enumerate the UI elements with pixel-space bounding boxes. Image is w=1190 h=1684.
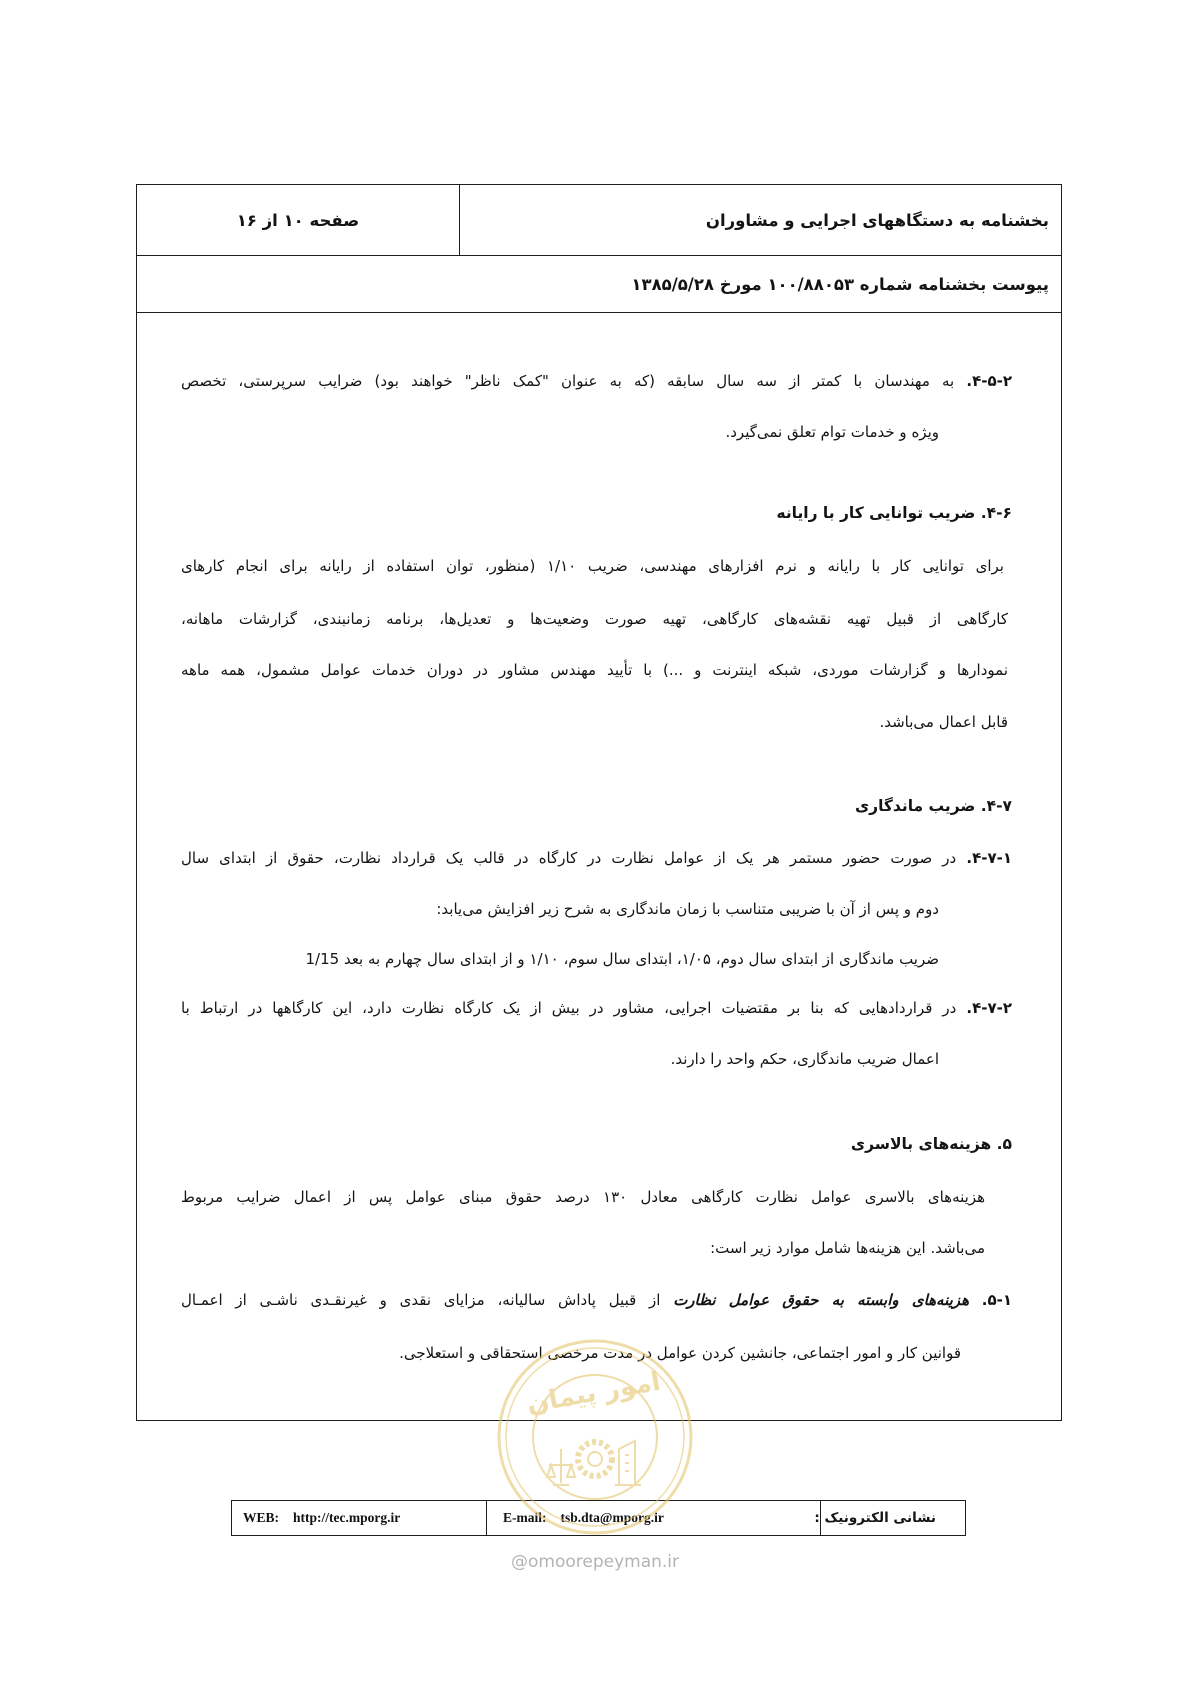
- section-4-5-2-line-2: ویژه و خدمات توام تعلق نمی‌گیرد.: [725, 423, 939, 441]
- section-5-1-line-1: [181, 1284, 1012, 1316]
- section-5-heading: ۵. هزینه‌های بالاسری: [850, 1135, 1012, 1153]
- section-4-6-heading: ۴-۶. ضریب توانایی کار با رایانه: [776, 504, 1012, 522]
- attachment-reference: پیوست بخشنامه شماره ۱۰۰/۸۸۰۵۳ مورخ ۱۳۸۵/۵/۲۸: [631, 274, 1049, 294]
- circular-title: بخشنامه به دستگاههای اجرایی و مشاوران: [705, 210, 1049, 230]
- section-4-6-line-2: کارگاهی از قبیل تهیه نقشه‌های کارگاهی، تهیه صورت وضعیت‌ها و تعدیل‌ها، برنامه زمانبندی، گزارشات ماهانه،: [181, 610, 1008, 628]
- watermark-text: @omoorepeyman.ir: [510, 1552, 680, 1572]
- electronic-address-label: نشانی الکترونیک :: [814, 1510, 936, 1526]
- section-4-5-2-number: ۴-۵-۲.: [966, 372, 1012, 390]
- section-4-6-line-1: برای توانایی کار با رایانه و نرم افزارهای مهندسی، ضریب ۱/۱۰ (منظور، توان استفاده از رایانه برای انجام کارهای: [181, 557, 1004, 575]
- section-4-6-line-3: نمودارها و گزارشات موردی، شبکه اینترنت و ...) با تأیید مهندس مشاور در دوران خدمات عوامل مشمول، همه ماهه: [181, 661, 1008, 679]
- section-4-7-1-text: در صورت حضور مستمر هر یک از عوامل نظارت در کارگاه در قالب یک قرارداد نظارت، حقوق از ابتدای سال: [181, 849, 957, 867]
- email-address: tsb.dta@mporg.ir: [560, 1510, 664, 1525]
- email-label: E-mail:: [503, 1510, 547, 1525]
- page-number-cell: [137, 185, 460, 255]
- section-4-7-2-number: ۴-۷-۲.: [966, 999, 1012, 1017]
- circular-title-cell: [460, 185, 1061, 255]
- section-5-1-text: از قبیل پاداش سالیانه، مزایای نقدی و غیرنقـدی ناشـی از اعمـال: [181, 1291, 661, 1309]
- section-5-line-2: می‌باشد. این هزینه‌ها شامل موارد زیر است:: [710, 1239, 985, 1257]
- page-number-label: صفحه ۱۰ از ۱۶: [236, 210, 360, 230]
- header-row: [137, 185, 1061, 256]
- section-4-7-2-line-1: [181, 992, 1012, 1024]
- section-4-7-2-line-2: اعمال ضریب ماندگاری، حکم واحد را دارند.: [670, 1050, 939, 1068]
- footer-label-cell: [814, 1501, 936, 1535]
- section-4-7-1-number: ۴-۷-۱.: [966, 849, 1012, 867]
- attachment-row: [137, 256, 1061, 313]
- section-4-7-1-line-1: [181, 842, 1012, 874]
- footer-email-cell: [503, 1501, 664, 1535]
- section-4-7-2-text: در قراردادهایی که بنا بر مقتضیات اجرایی، مشاور در بیش از یک کارگاه نظارت دارد، این کارگاهها در ارتباط با: [181, 999, 957, 1017]
- web-label: WEB:: [243, 1510, 280, 1525]
- web-url: http://tec.mporg.ir: [293, 1510, 401, 1525]
- section-4-5-2-line-1: [181, 365, 1012, 397]
- section-5-1-line-2: قوانین کار و امور اجتماعی، جانشین کردن عوامل در مدت مرخصی استحقاقی و استعلاجی.: [399, 1344, 961, 1362]
- section-5-1-title: هزینه‌های وابسته به حقوق عوامل نظارت: [673, 1291, 969, 1309]
- seal-lettering: امور پیمان: [524, 1366, 663, 1420]
- section-4-6-line-4: قابل اعمال می‌باشد.: [879, 713, 1008, 731]
- section-4-7-1-line-3: ضریب ماندگاری از ابتدای سال دوم، ۱/۰۵، ابتدای سال سوم، ۱/۱۰ و از ابتدای سال چهارم به بعد 1/15: [305, 950, 939, 968]
- section-4-7-1-line-2: دوم و پس از آن با ضریبی متناسب با زمان ماندگاری به شرح زیر افزایش می‌یابد:: [436, 900, 939, 918]
- section-4-7-heading: ۴-۷. ضریب ماندگاری: [854, 797, 1012, 815]
- footer-divider: [486, 1501, 487, 1535]
- footer-web-cell: [243, 1501, 400, 1535]
- section-4-5-2-text: به مهندسان با کمتر از سه سال سابقه (که به عنوان "کمک ناظر" خواهند بود) ضرایب سرپرستی، تخصص: [181, 372, 955, 390]
- section-5-1-number: ۵-۱.: [981, 1291, 1012, 1309]
- footer-contact-table: [231, 1500, 966, 1536]
- section-5-line-1: هزینه‌های بالاسری عوامل نظارت کارگاهی معادل ۱۳۰ درصد حقوق مبنای عوامل پس از اعمال ضرایب مربوط: [181, 1188, 986, 1206]
